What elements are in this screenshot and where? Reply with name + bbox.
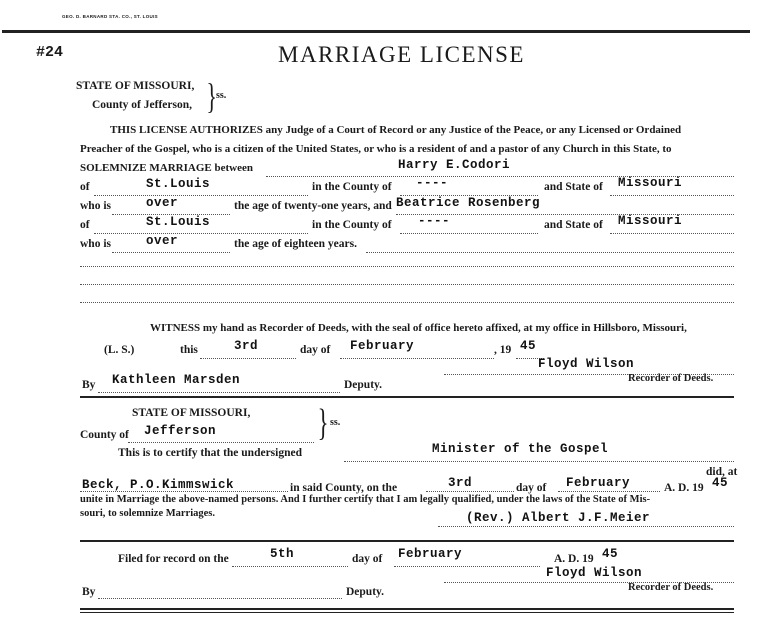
bride-state: Missouri — [618, 214, 683, 228]
recorder-signature: Floyd Wilson — [538, 357, 635, 371]
body-line-1: THIS LICENSE AUTHORIZES any Judge of a Court of Record or any Justice of the Peace, or any Licensed or Ordained — [110, 124, 682, 136]
cert-state: STATE OF MISSOURI, — [132, 407, 251, 419]
venue-state: STATE OF MISSOURI, — [76, 80, 195, 92]
groom-who-is-label: who is — [80, 200, 111, 212]
bottom-rule — [80, 612, 734, 613]
blank-line — [80, 284, 734, 285]
groom-name: Harry E.Codori — [398, 158, 511, 172]
groom-age-label: the age of twenty-one years, and — [234, 200, 392, 212]
witness-day: 3rd — [234, 339, 259, 353]
venue-ss: ss. — [216, 90, 227, 101]
filed-day-label: day of — [352, 553, 383, 565]
ceremony-day: 3rd — [448, 476, 473, 490]
deputy-label: Deputy. — [344, 379, 383, 391]
cert-certify-text: This is to certify that the undersigned — [118, 447, 302, 459]
blank-line — [80, 266, 734, 267]
groom-state: Missouri — [618, 176, 683, 190]
filed-day: 5th — [270, 547, 295, 561]
document-number: #24 — [36, 44, 64, 61]
groom-county: ---- — [416, 176, 449, 190]
witness-text: WITNESS my hand as Recorder of Deeds, with the seal of office hereto affixed, at my office in Hillsboro, Missouri, — [150, 322, 687, 334]
ceremony-year: 45 — [712, 476, 729, 490]
witness-day-label: day of — [300, 344, 331, 356]
filed-deputy-label: Deputy. — [346, 586, 385, 598]
bride-age-label: the age of eighteen years. — [234, 238, 357, 250]
cert-day-label: day of — [516, 482, 547, 494]
cert-ss: ss. — [330, 417, 341, 428]
body-line-3: SOLEMNIZE MARRIAGE between — [80, 162, 253, 174]
seal-label: (L. S.) — [104, 344, 135, 356]
bottom-rule — [80, 608, 734, 610]
cert-county-label: County of — [80, 429, 129, 441]
filed-recorder-signature: Floyd Wilson — [546, 566, 643, 580]
blank-line — [80, 302, 734, 303]
groom-city: St.Louis — [146, 177, 211, 191]
ceremony-month: February — [566, 476, 631, 490]
officiant-title: Minister of the Gospel — [432, 442, 609, 456]
filed-recorder-label: Recorder of Deeds. — [628, 582, 714, 593]
filed-ad-label: A. D. 19 — [554, 553, 594, 565]
groom-county-label: in the County of — [312, 181, 392, 193]
printer-imprint: GEO. D. BARNARD STA. CO., ST. LOUIS — [62, 14, 158, 19]
witness-year-prefix: , 19 — [494, 344, 512, 356]
cert-county: Jefferson — [144, 424, 217, 438]
groom-state-label: and State of — [544, 181, 603, 193]
page-title: MARRIAGE LICENSE — [278, 42, 525, 67]
brace-icon: } — [206, 76, 217, 116]
bride-county: ---- — [418, 214, 451, 228]
groom-of-label: of — [80, 181, 90, 193]
section-rule — [80, 396, 734, 398]
witness-year: 45 — [520, 339, 537, 353]
ceremony-place: Beck, P.O.Kimmswick — [82, 478, 235, 492]
witness-month: February — [350, 339, 415, 353]
bride-age: over — [146, 234, 179, 248]
recorder-label: Recorder of Deeds. — [628, 373, 714, 384]
bride-name: Beatrice Rosenberg — [396, 196, 541, 210]
cert-did-at: did, at — [706, 466, 738, 478]
bride-city: St.Louis — [146, 215, 211, 229]
bride-of-label: of — [80, 219, 90, 231]
top-rule — [2, 30, 750, 33]
bride-county-label: in the County of — [312, 219, 392, 231]
deputy-signature: Kathleen Marsden — [112, 373, 241, 387]
officiant-signature: (Rev.) Albert J.F.Meier — [466, 511, 651, 525]
section-rule — [80, 540, 734, 542]
filed-label: Filed for record on the — [118, 553, 229, 565]
venue-county: County of Jefferson, — [92, 99, 192, 111]
witness-this-label: this — [180, 344, 198, 356]
filed-by-label: By — [82, 586, 96, 598]
cert-said-county-label: in said County, on the — [290, 482, 398, 494]
brace-icon: } — [317, 402, 329, 444]
bride-who-is-label: who is — [80, 238, 111, 250]
cert-unite-line-1: unite in Marriage the above-named persons. And I further certify that I am legally qualified, under the laws of the State of Mis- — [80, 494, 651, 505]
body-line-2: Preacher of the Gospel, who is a citizen of the United States, or who is a resident of and a pastor of any Church in this State, to — [80, 143, 672, 155]
filed-year: 45 — [602, 547, 619, 561]
bride-state-label: and State of — [544, 219, 603, 231]
cert-unite-line-2: souri, to solemnize Marriages. — [80, 508, 216, 519]
groom-age: over — [146, 196, 179, 210]
cert-ad-label: A. D. 19 — [664, 482, 704, 494]
filed-month: February — [398, 547, 463, 561]
witness-by-label: By — [82, 379, 96, 391]
